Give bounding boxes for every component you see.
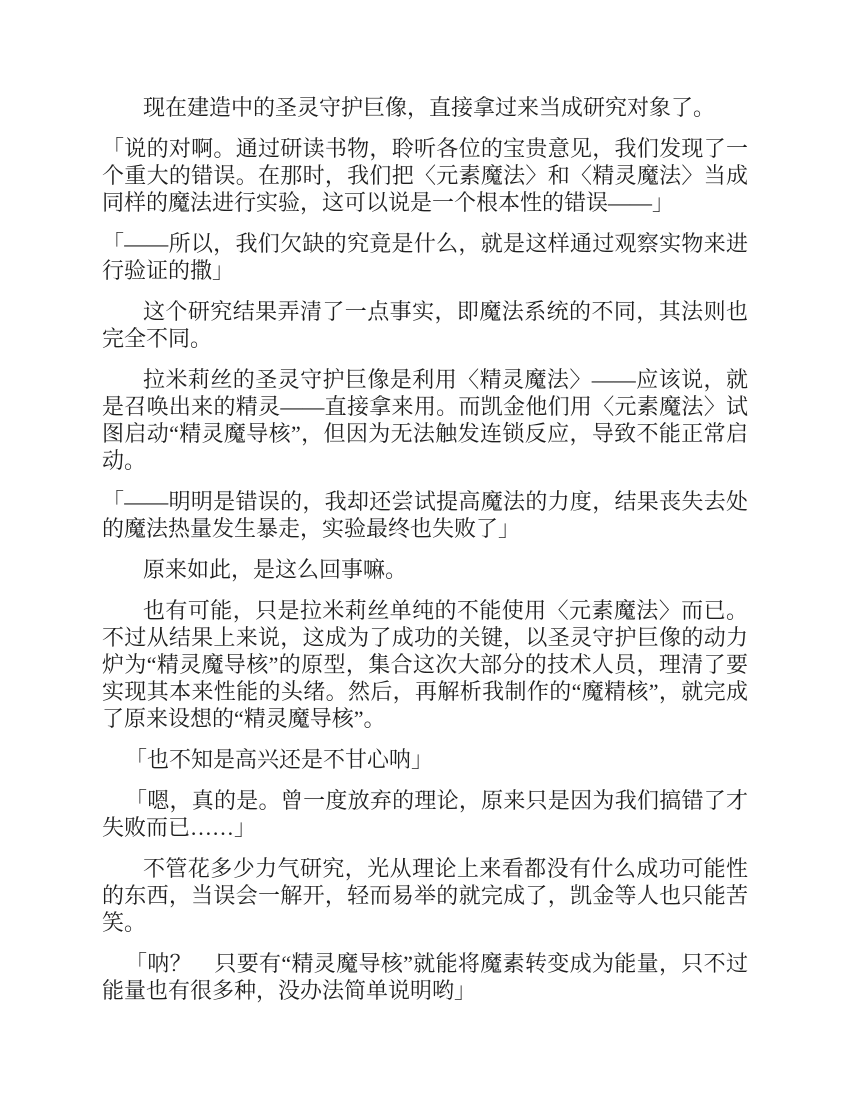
narration-paragraph: 原来如此，是这么回事嘛。	[143, 557, 408, 582]
dialogue-paragraph: 「也不知是高兴还是不甘心呐」	[125, 747, 434, 772]
dialogue-paragraph: 「说的对啊。通过研读书物，聆听各位的宝贵意见，我们发现了一个重大的错误。在那时，我们把〈元素魔法〉和〈精灵魔法〉当成同样的魔法进行实验，这可以说是一个根本性的错误——」	[102, 136, 748, 215]
novel-text-block	[102, 94, 748, 1018]
narration-paragraph: 这个研究结果弄清了一点事实，即魔法系统的不同，其法则也完全不同。	[102, 299, 748, 351]
dialogue-paragraph: 「——明明是错误的，我却还尝试提高魔法的力度，结果丧失去处的魔法热量发生暴走，实验最终也失败了」	[102, 489, 748, 541]
narration-paragraph: 拉米莉丝的圣灵守护巨像是利用〈精灵魔法〉——应该说，就是召唤出来的精灵——直接拿来用。而凯金他们用〈元素魔法〉试图启动“精灵魔导核”，但因为无法触发连锁反应，导致不能正常启动。	[102, 367, 748, 473]
dialogue-paragraph: 「呐？ 只要有“精灵魔导核”就能将魔素转变成为能量，只不过能量也有很多种，没办法简单说明哟」	[102, 951, 748, 1003]
dialogue-paragraph: 「——所以，我们欠缺的究竟是什么，就是这样通过观察实物来进行验证的撒」	[102, 231, 748, 283]
narration-paragraph: 也有可能，只是拉米莉丝单纯的不能使用〈元素魔法〉而已。不过从结果上来说，这成为了成功的关键，以圣灵守护巨像的动力炉为“精灵魔导核”的原型，集合这次大部分的技术人员，理清了要实现其本来性能的头绪。然后，再解析我制作的“魔精核”，就完成了原来设想的“精灵魔导核”。	[102, 598, 748, 731]
narration-paragraph: 不管花多少力气研究，光从理论上来看都没有什么成功可能性的东西，当误会一解开，轻而易举的就完成了，凯金等人也只能苦笑。	[102, 856, 748, 935]
narration-paragraph: 现在建造中的圣灵守护巨像，直接拿过来当成研究对象了。	[143, 95, 716, 120]
dialogue-paragraph: 「嗯，真的是。曾一度放弃的理论，原来只是因为我们搞错了才失败而已……」	[102, 788, 748, 840]
